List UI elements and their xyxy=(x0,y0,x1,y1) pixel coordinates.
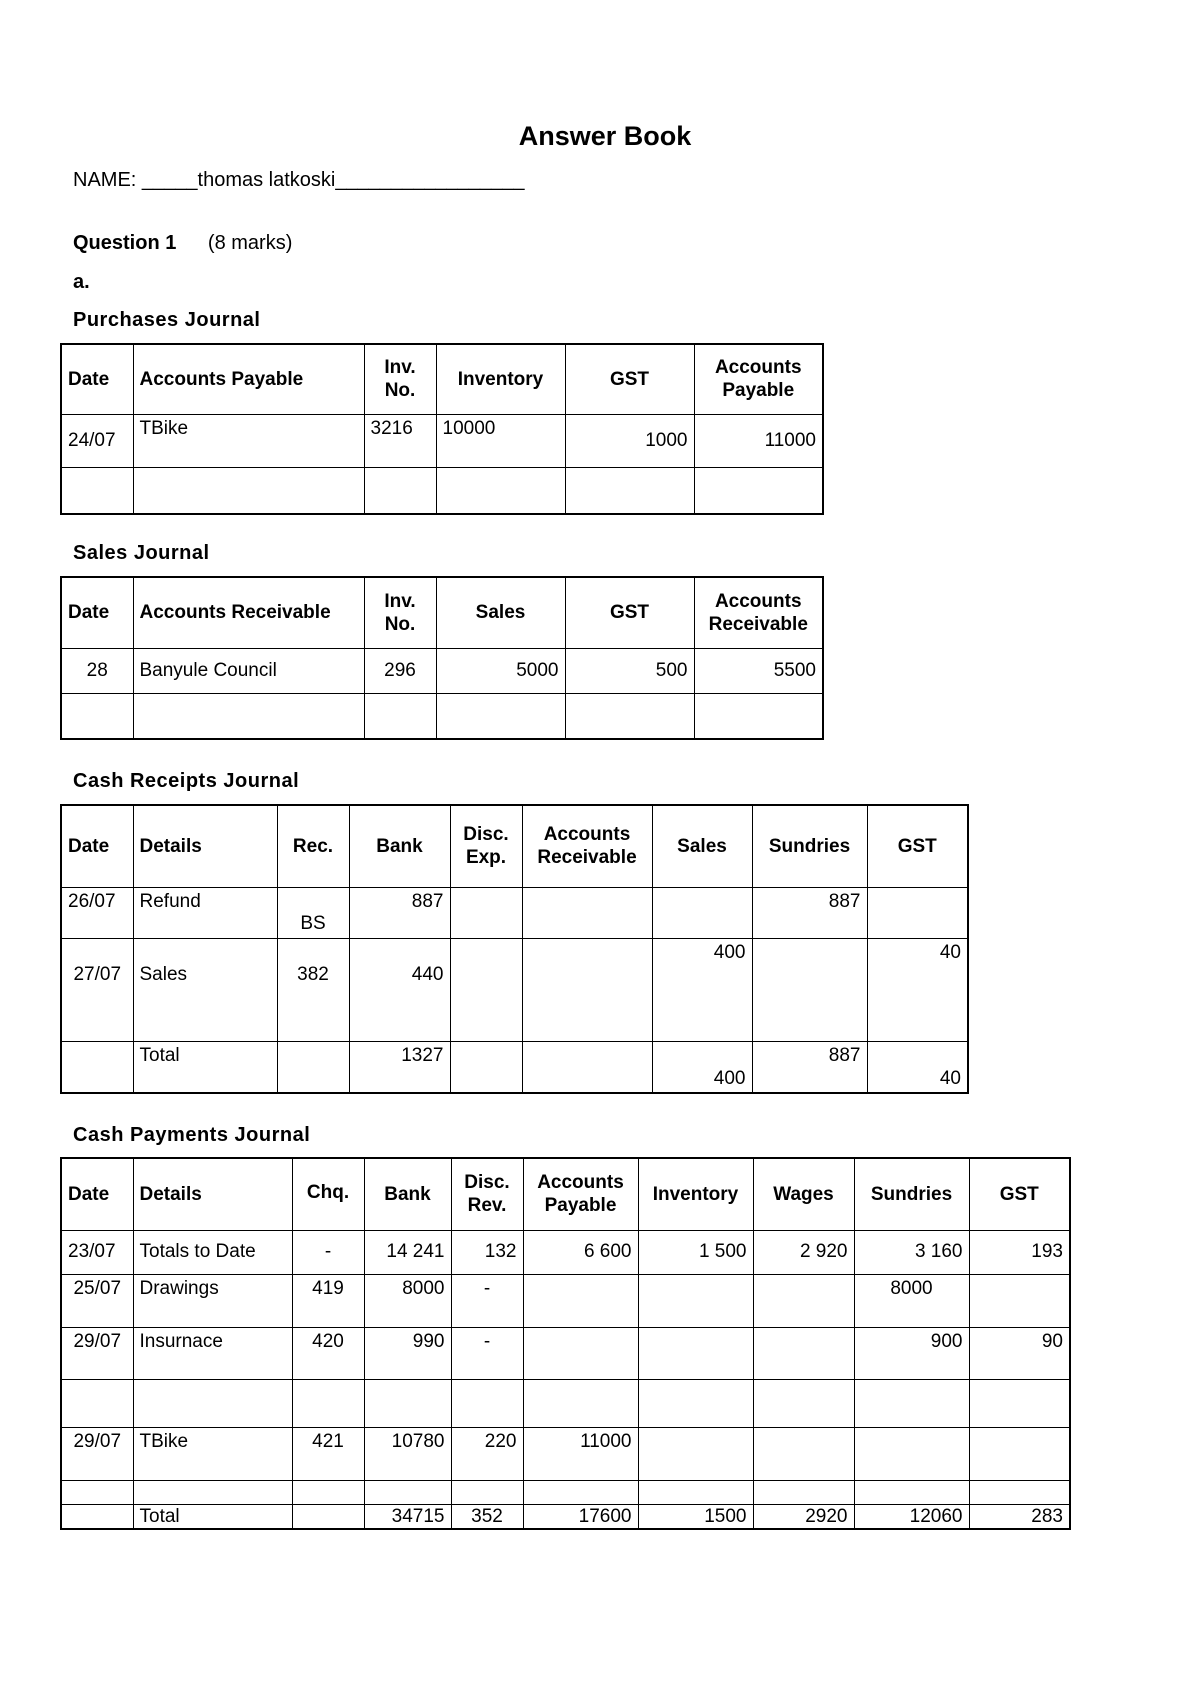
column-header: Accounts Receivable xyxy=(133,577,364,648)
table-cell: 27/07 xyxy=(61,938,133,1041)
table-cell xyxy=(450,887,522,938)
table-cell xyxy=(638,1480,753,1504)
column-header: GST xyxy=(565,344,694,414)
table-cell xyxy=(854,1379,969,1427)
page-title: Answer Book xyxy=(518,121,692,151)
column-header: Bank xyxy=(349,805,450,887)
table-cell xyxy=(753,1427,854,1480)
table-cell: 382 xyxy=(277,938,349,1041)
table-cell: 1 500 xyxy=(638,1230,753,1274)
column-header: Disc. Rev. xyxy=(451,1158,523,1230)
table-cell: 420 xyxy=(292,1327,364,1379)
table-cell: 193 xyxy=(969,1230,1070,1274)
purchases-journal-title: Purchases Journal xyxy=(73,309,261,331)
column-header: Date xyxy=(61,805,133,887)
question-marks: (8 marks) xyxy=(207,232,293,254)
column-header: Date xyxy=(61,577,133,648)
table-cell: 40 xyxy=(867,1041,968,1093)
column-header: Chq. xyxy=(292,1158,364,1230)
table-cell: 440 xyxy=(349,938,450,1041)
table-row xyxy=(61,648,823,693)
table-cell: 34715 xyxy=(364,1504,451,1529)
table-cell: 500 xyxy=(565,648,694,693)
table-cell: 887 xyxy=(349,887,450,938)
table-cell: 887 xyxy=(752,887,867,938)
table-row-total xyxy=(61,1504,1070,1529)
table-cell xyxy=(364,1379,451,1427)
table-cell xyxy=(638,1327,753,1379)
table-cell xyxy=(436,467,565,514)
table-cell xyxy=(753,1480,854,1504)
table-cell xyxy=(133,1379,292,1427)
table-cell xyxy=(133,1480,292,1504)
table-cell xyxy=(638,1274,753,1327)
table-cell: 5500 xyxy=(694,648,823,693)
table-cell xyxy=(523,1327,638,1379)
column-header: Accounts Payable xyxy=(523,1158,638,1230)
column-header: Details xyxy=(133,805,277,887)
cash-receipts-journal-title: Cash Receipts Journal xyxy=(73,770,300,792)
table-cell: BS xyxy=(277,887,349,938)
table-cell: 12060 xyxy=(854,1504,969,1529)
table-cell xyxy=(277,1041,349,1093)
column-header: GST xyxy=(969,1158,1070,1230)
table-cell xyxy=(523,1480,638,1504)
table-cell xyxy=(61,1504,133,1529)
table-cell: 8000 xyxy=(364,1274,451,1327)
table-header-row xyxy=(61,805,968,887)
table-cell: 900 xyxy=(854,1327,969,1379)
table-cell xyxy=(292,1480,364,1504)
question-label: Question 1 xyxy=(73,232,177,254)
table-row xyxy=(61,467,823,514)
table-row xyxy=(61,1274,1070,1327)
table-header-row xyxy=(61,577,823,648)
sales-journal-title: Sales Journal xyxy=(73,542,210,564)
table-row xyxy=(61,1427,1070,1480)
table-cell xyxy=(436,693,565,739)
table-cell xyxy=(364,467,436,514)
table-cell xyxy=(969,1379,1070,1427)
table-cell xyxy=(969,1480,1070,1504)
table-cell xyxy=(522,887,652,938)
table-cell xyxy=(522,938,652,1041)
column-header: Disc. Exp. xyxy=(450,805,522,887)
table-cell: Banyule Council xyxy=(133,648,364,693)
column-header: Date xyxy=(61,1158,133,1230)
table-cell: 90 xyxy=(969,1327,1070,1379)
sales-journal-table xyxy=(60,576,824,740)
table-cell xyxy=(638,1379,753,1427)
table-cell: Drawings xyxy=(133,1274,292,1327)
purchases-journal-table xyxy=(60,343,824,515)
table-cell xyxy=(854,1480,969,1504)
column-header: Accounts Payable xyxy=(694,344,823,414)
table-cell: - xyxy=(451,1327,523,1379)
table-cell: 11000 xyxy=(523,1427,638,1480)
column-header: Inv. No. xyxy=(364,344,436,414)
table-cell: Total xyxy=(133,1504,292,1529)
column-header: Rec. xyxy=(277,805,349,887)
table-cell xyxy=(854,1427,969,1480)
table-header-row xyxy=(61,344,823,414)
column-header: Bank xyxy=(364,1158,451,1230)
table-cell xyxy=(694,467,823,514)
table-cell xyxy=(565,693,694,739)
table-cell: 5000 xyxy=(436,648,565,693)
column-header: Date xyxy=(61,344,133,414)
table-cell: 25/07 xyxy=(61,1274,133,1327)
column-header: Sundries xyxy=(752,805,867,887)
table-cell xyxy=(292,1379,364,1427)
column-header: Inv. No. xyxy=(364,577,436,648)
table-cell xyxy=(752,938,867,1041)
table-cell xyxy=(867,887,968,938)
table-cell: 29/07 xyxy=(61,1327,133,1379)
table-row xyxy=(61,887,968,938)
table-row xyxy=(61,1230,1070,1274)
table-cell: 8000 xyxy=(854,1274,969,1327)
table-cell xyxy=(969,1427,1070,1480)
table-cell: 296 xyxy=(364,648,436,693)
cash-payments-journal-title: Cash Payments Journal xyxy=(73,1124,311,1146)
table-cell xyxy=(652,887,752,938)
table-cell xyxy=(133,693,364,739)
table-cell: 887 xyxy=(752,1041,867,1093)
table-cell xyxy=(61,1379,133,1427)
table-cell: TBike xyxy=(133,414,364,467)
table-cell: 40 xyxy=(867,938,968,1041)
column-header: GST xyxy=(867,805,968,887)
table-cell xyxy=(638,1427,753,1480)
table-cell: 1000 xyxy=(565,414,694,467)
table-cell: 283 xyxy=(969,1504,1070,1529)
table-cell: 3216 xyxy=(364,414,436,467)
table-cell xyxy=(969,1274,1070,1327)
table-cell xyxy=(451,1379,523,1427)
table-cell: TBike xyxy=(133,1427,292,1480)
table-cell xyxy=(522,1041,652,1093)
table-cell xyxy=(694,693,823,739)
table-cell xyxy=(61,693,133,739)
table-cell: 419 xyxy=(292,1274,364,1327)
table-cell: 2920 xyxy=(753,1504,854,1529)
table-row xyxy=(61,693,823,739)
table-cell: 11000 xyxy=(694,414,823,467)
column-header: Accounts Payable xyxy=(133,344,364,414)
column-header: Inventory xyxy=(436,344,565,414)
table-row xyxy=(61,1327,1070,1379)
table-cell: 220 xyxy=(451,1427,523,1480)
table-cell: 400 xyxy=(652,1041,752,1093)
cash-receipts-journal-table xyxy=(60,804,969,1094)
table-cell xyxy=(364,1480,451,1504)
table-cell: 352 xyxy=(451,1504,523,1529)
table-cell: 421 xyxy=(292,1427,364,1480)
column-header: Sundries xyxy=(854,1158,969,1230)
table-row-total xyxy=(61,1041,968,1093)
table-cell: 23/07 xyxy=(61,1230,133,1274)
column-header: Accounts Receivable xyxy=(694,577,823,648)
table-cell: Sales xyxy=(133,938,277,1041)
table-cell xyxy=(61,1480,133,1504)
table-cell: 990 xyxy=(364,1327,451,1379)
table-cell xyxy=(753,1274,854,1327)
table-cell: 28 xyxy=(61,648,133,693)
table-cell xyxy=(364,693,436,739)
student-name-line: NAME: _____thomas latkoski_________________ xyxy=(73,169,525,191)
table-cell xyxy=(61,467,133,514)
column-header: Accounts Receivable xyxy=(522,805,652,887)
table-cell: 10780 xyxy=(364,1427,451,1480)
table-cell: 3 160 xyxy=(854,1230,969,1274)
column-header: Wages xyxy=(753,1158,854,1230)
cash-payments-journal-table xyxy=(60,1157,1071,1530)
table-cell: 26/07 xyxy=(61,887,133,938)
table-cell xyxy=(523,1379,638,1427)
table-cell xyxy=(450,1041,522,1093)
column-header: GST xyxy=(565,577,694,648)
table-header-row xyxy=(61,1158,1070,1230)
table-cell xyxy=(565,467,694,514)
table-cell: 1500 xyxy=(638,1504,753,1529)
table-cell: 17600 xyxy=(523,1504,638,1529)
table-cell: Total xyxy=(133,1041,277,1093)
column-header: Sales xyxy=(652,805,752,887)
table-cell: 29/07 xyxy=(61,1427,133,1480)
table-cell: - xyxy=(292,1230,364,1274)
table-cell: 14 241 xyxy=(364,1230,451,1274)
table-cell xyxy=(292,1504,364,1529)
table-cell: 2 920 xyxy=(753,1230,854,1274)
table-cell xyxy=(451,1480,523,1504)
column-header: Sales xyxy=(436,577,565,648)
table-cell: Totals to Date xyxy=(133,1230,292,1274)
table-cell xyxy=(753,1327,854,1379)
table-cell: 6 600 xyxy=(523,1230,638,1274)
table-cell: 10000 xyxy=(436,414,565,467)
question-heading xyxy=(73,232,292,255)
table-row xyxy=(61,1379,1070,1427)
question-part-label: a. xyxy=(73,271,90,293)
table-cell: 1327 xyxy=(349,1041,450,1093)
table-cell: Refund xyxy=(133,887,277,938)
table-cell: 400 xyxy=(652,938,752,1041)
table-cell: Insurnace xyxy=(133,1327,292,1379)
table-cell: - xyxy=(451,1274,523,1327)
table-row xyxy=(61,1480,1070,1504)
table-cell: 24/07 xyxy=(61,414,133,467)
column-header: Inventory xyxy=(638,1158,753,1230)
table-cell xyxy=(523,1274,638,1327)
table-cell xyxy=(133,467,364,514)
table-row xyxy=(61,414,823,467)
table-cell: 132 xyxy=(451,1230,523,1274)
table-row xyxy=(61,938,968,1041)
table-cell xyxy=(61,1041,133,1093)
table-cell xyxy=(450,938,522,1041)
table-cell xyxy=(753,1379,854,1427)
column-header: Details xyxy=(133,1158,292,1230)
